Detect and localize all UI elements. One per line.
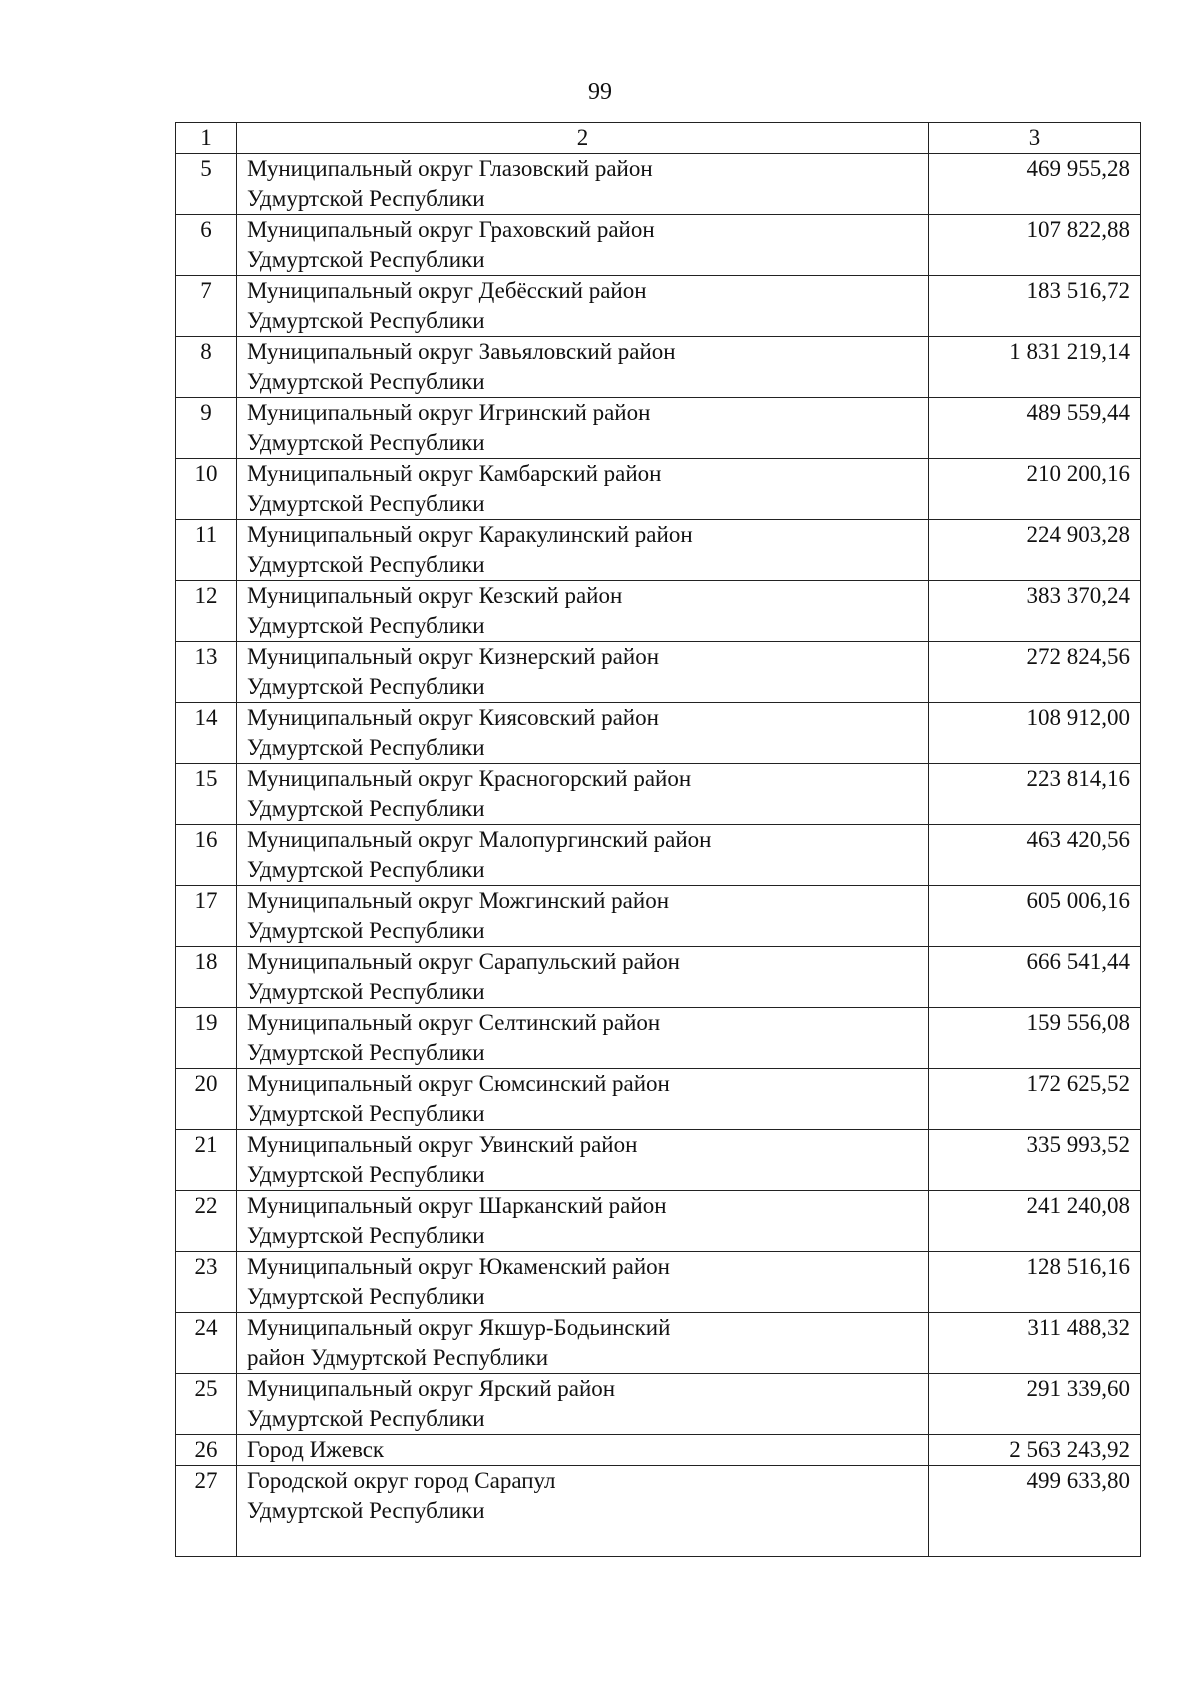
allocation-table [175,122,1141,1557]
amount-value: 272 824,56 [929,642,1141,703]
municipality-name-line: Муниципальный округ Игринский район [247,400,651,425]
municipality-name [237,703,929,764]
table-row [176,398,1141,459]
row-number: 16 [176,825,237,886]
table-row [176,1069,1141,1130]
row-number: 22 [176,1191,237,1252]
table-row [176,520,1141,581]
municipality-name-line: Удмуртской Республики [247,369,485,394]
row-number: 26 [176,1435,237,1466]
municipality-name-line: Муниципальный округ Якшур-Бодьинский [247,1315,671,1340]
table-row [176,154,1141,215]
row-number: 23 [176,1252,237,1313]
column-header-amount: 3 [929,123,1141,154]
table-row [176,703,1141,764]
municipality-name-line: Удмуртской Республики [247,308,485,333]
table-row [176,276,1141,337]
table-row [176,825,1141,886]
table-row [176,1313,1141,1374]
municipality-name [237,154,929,215]
municipality-name-line: Муниципальный округ Малопургинский район [247,827,712,852]
table-row [176,886,1141,947]
table-row [176,1466,1141,1557]
municipality-name [237,1252,929,1313]
municipality-name-line: Удмуртской Республики [247,796,485,821]
row-number: 27 [176,1466,237,1557]
row-number: 12 [176,581,237,642]
amount-value: 666 541,44 [929,947,1141,1008]
municipality-name-line: Муниципальный округ Шарканский район [247,1193,667,1218]
municipality-name-line: Муниципальный округ Юкаменский район [247,1254,670,1279]
municipality-name-line: Муниципальный округ Кезский район [247,583,623,608]
amount-value: 291 339,60 [929,1374,1141,1435]
amount-value: 108 912,00 [929,703,1141,764]
municipality-name-line: Муниципальный округ Ярский район [247,1376,616,1401]
municipality-name [237,581,929,642]
row-number: 15 [176,764,237,825]
amount-value: 159 556,08 [929,1008,1141,1069]
amount-value: 605 006,16 [929,886,1141,947]
table-row [176,581,1141,642]
municipality-name-line: Удмуртской Республики [247,491,485,516]
municipality-name [237,886,929,947]
municipality-name-line: Муниципальный округ Киясовский район [247,705,659,730]
amount-value: 469 955,28 [929,154,1141,215]
table-header-row [176,123,1141,154]
row-number: 24 [176,1313,237,1374]
table-row [176,1374,1141,1435]
row-number: 17 [176,886,237,947]
table-row [176,1008,1141,1069]
municipality-name [237,520,929,581]
amount-value: 128 516,16 [929,1252,1141,1313]
amount-value: 241 240,08 [929,1191,1141,1252]
amount-value: 210 200,16 [929,459,1141,520]
table-row [176,1252,1141,1313]
table-row [176,459,1141,520]
row-number: 18 [176,947,237,1008]
table-body [176,123,1141,1557]
table-row [176,337,1141,398]
row-number: 5 [176,154,237,215]
row-number: 19 [176,1008,237,1069]
table-row [176,1435,1141,1466]
municipality-name-line: Удмуртской Республики [247,247,485,272]
municipality-name [237,1191,929,1252]
amount-value: 183 516,72 [929,276,1141,337]
amount-value: 107 822,88 [929,215,1141,276]
municipality-name [237,1313,929,1374]
amount-value: 2 563 243,92 [929,1435,1141,1466]
amount-value: 311 488,32 [929,1313,1141,1374]
municipality-name [237,1069,929,1130]
municipality-name-line: Удмуртской Республики [247,735,485,760]
municipality-name-line: Городской округ город Сарапул [247,1468,556,1493]
municipality-name-line: Муниципальный округ Граховский район [247,217,655,242]
municipality-name-line: Муниципальный округ Завьяловский район [247,339,676,364]
table-row [176,215,1141,276]
row-number: 9 [176,398,237,459]
amount-value: 172 625,52 [929,1069,1141,1130]
municipality-name-line: Муниципальный округ Селтинский район [247,1010,661,1035]
municipality-name-line: Муниципальный округ Увинский район [247,1132,638,1157]
row-number: 10 [176,459,237,520]
municipality-name-line: Удмуртской Республики [247,1101,485,1126]
municipality-name-line: Удмуртской Республики [247,613,485,638]
municipality-name-line: Муниципальный округ Дебёсский район [247,278,647,303]
municipality-name-line: Муниципальный округ Можгинский район [247,888,669,913]
row-number: 14 [176,703,237,764]
municipality-name-line: Удмуртской Республики [247,979,485,1004]
municipality-name-line: Удмуртской Республики [247,857,485,882]
municipality-name-line: Муниципальный округ Каракулинский район [247,522,693,547]
municipality-name-line: Удмуртской Республики [247,1040,485,1065]
amount-value: 383 370,24 [929,581,1141,642]
row-number: 20 [176,1069,237,1130]
amount-value: 223 814,16 [929,764,1141,825]
municipality-name [237,642,929,703]
municipality-name-line: Удмуртской Республики [247,674,485,699]
page-number: 99 [588,79,612,105]
municipality-name-line: Муниципальный округ Кизнерский район [247,644,660,669]
municipality-name-line: Удмуртской Республики [247,430,485,455]
municipality-name-line: Удмуртской Республики [247,1284,485,1309]
municipality-name-line: Город Ижевск [247,1437,385,1462]
municipality-name [237,1008,929,1069]
amount-value: 224 903,28 [929,520,1141,581]
table-row [176,764,1141,825]
row-number: 7 [176,276,237,337]
municipality-name-line: Муниципальный округ Сюмсинский район [247,1071,670,1096]
municipality-name-line: Удмуртской Республики [247,186,485,211]
amount-value: 499 633,80 [929,1466,1141,1557]
table-row [176,642,1141,703]
table-row [176,947,1141,1008]
municipality-name-line: Муниципальный округ Сарапульский район [247,949,680,974]
row-number: 11 [176,520,237,581]
municipality-name-line: Муниципальный округ Глазовский район [247,156,653,181]
municipality-name [237,276,929,337]
table-row [176,1130,1141,1191]
municipality-name-line: Удмуртской Республики [247,1223,485,1248]
column-header-number: 1 [176,123,237,154]
municipality-name [237,398,929,459]
municipality-name-line: Удмуртской Республики [247,918,485,943]
municipality-name [237,1435,929,1466]
municipality-name [237,947,929,1008]
row-number: 6 [176,215,237,276]
municipality-name-line: Муниципальный округ Камбарский район [247,461,662,486]
municipality-name [237,337,929,398]
amount-value: 463 420,56 [929,825,1141,886]
amount-value: 489 559,44 [929,398,1141,459]
municipality-name-line: Удмуртской Республики [247,1498,485,1523]
municipality-name-line: район Удмуртской Республики [247,1345,549,1370]
municipality-name [237,1130,929,1191]
row-number: 25 [176,1374,237,1435]
municipality-name [237,215,929,276]
amount-value: 1 831 219,14 [929,337,1141,398]
municipality-name-line: Удмуртской Республики [247,552,485,577]
municipality-name-line: Удмуртской Республики [247,1406,485,1431]
row-number: 21 [176,1130,237,1191]
municipality-name-line: Удмуртской Республики [247,1162,485,1187]
municipality-name [237,1466,929,1557]
row-number: 13 [176,642,237,703]
municipality-name-line: Муниципальный округ Красногорский район [247,766,692,791]
column-header-name: 2 [237,123,929,154]
municipality-name [237,1374,929,1435]
table-row [176,1191,1141,1252]
municipality-name [237,764,929,825]
amount-value: 335 993,52 [929,1130,1141,1191]
row-number: 8 [176,337,237,398]
municipality-name [237,459,929,520]
municipality-name [237,825,929,886]
